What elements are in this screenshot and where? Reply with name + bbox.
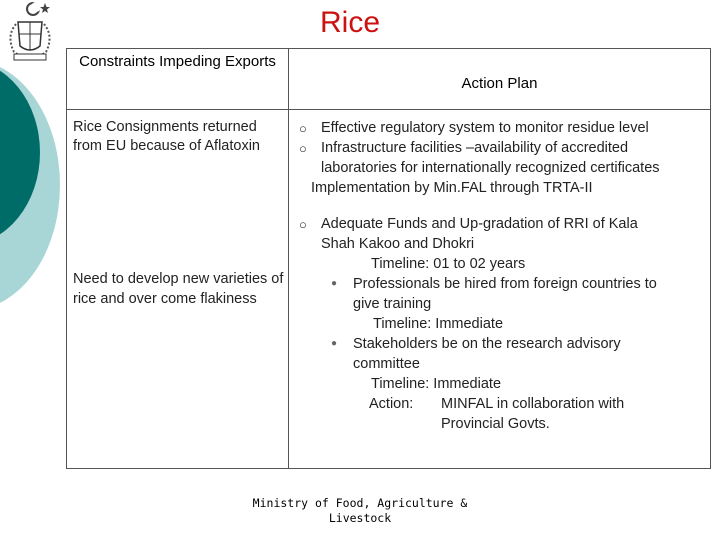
action-text-cont: Provincial Govts. [441, 416, 550, 432]
timeline-professionals: Timeline: Immediate [373, 316, 504, 332]
action-label: Action: [369, 396, 414, 412]
header-constraints: Constraints Impeding Exports [67, 49, 289, 110]
footer-ministry: Ministry of Food, Agriculture & [252, 496, 468, 510]
action-note [299, 394, 706, 414]
list-item [299, 334, 706, 374]
action-item-infrastructure-cont: laboratories for internationally recognized certificates [321, 160, 660, 176]
list-item [299, 138, 706, 178]
list-item [299, 214, 706, 254]
constraint-flakiness: Need to develop new varieties of rice and over come flakiness [73, 271, 284, 307]
footer [250, 496, 470, 526]
sub-item-professionals: Professionals be hired from foreign countries to [353, 276, 657, 292]
action-plan-table [66, 48, 711, 469]
action-plan-cell [289, 110, 711, 469]
footer-ministry-cont: Livestock [328, 511, 392, 525]
action-item-infrastructure: Infrastructure facilities –availability of accredited [321, 140, 629, 156]
timeline-stakeholders: Timeline: Immediate [371, 376, 502, 392]
action-item-funds: Adequate Funds and Up-gradation of RRI of Kala [321, 216, 638, 232]
hollow-circle-icon: ○ [299, 217, 307, 232]
filled-circle-icon: ● [331, 338, 338, 349]
sub-item-stakeholders-cont: committee [353, 356, 420, 372]
constraints-cell [67, 110, 289, 469]
sub-item-professionals-cont: give training [353, 296, 432, 312]
constraint-aflatoxin: Rice Consignments returned from EU because of Aflatoxin [73, 119, 260, 154]
action-text: MINFAL in collaboration with [441, 396, 625, 412]
filled-circle-icon: ● [331, 278, 338, 289]
page-title: Rice [319, 6, 380, 39]
hollow-circle-icon: ○ [299, 121, 307, 136]
header-action-plan: Action Plan [289, 49, 711, 110]
action-item-regulatory: Effective regulatory system to monitor residue level [321, 120, 649, 136]
list-item [299, 274, 706, 314]
list-item [299, 118, 706, 138]
hollow-circle-icon: ○ [299, 141, 307, 156]
action-item-funds-cont: Shah Kakoo and Dhokri [321, 236, 475, 252]
sub-item-stakeholders: Stakeholders be on the research advisory [353, 336, 621, 352]
implementation-note: Implementation by Min.FAL through TRTA-II [311, 180, 593, 196]
timeline-funds: Timeline: 01 to 02 years [371, 256, 526, 272]
